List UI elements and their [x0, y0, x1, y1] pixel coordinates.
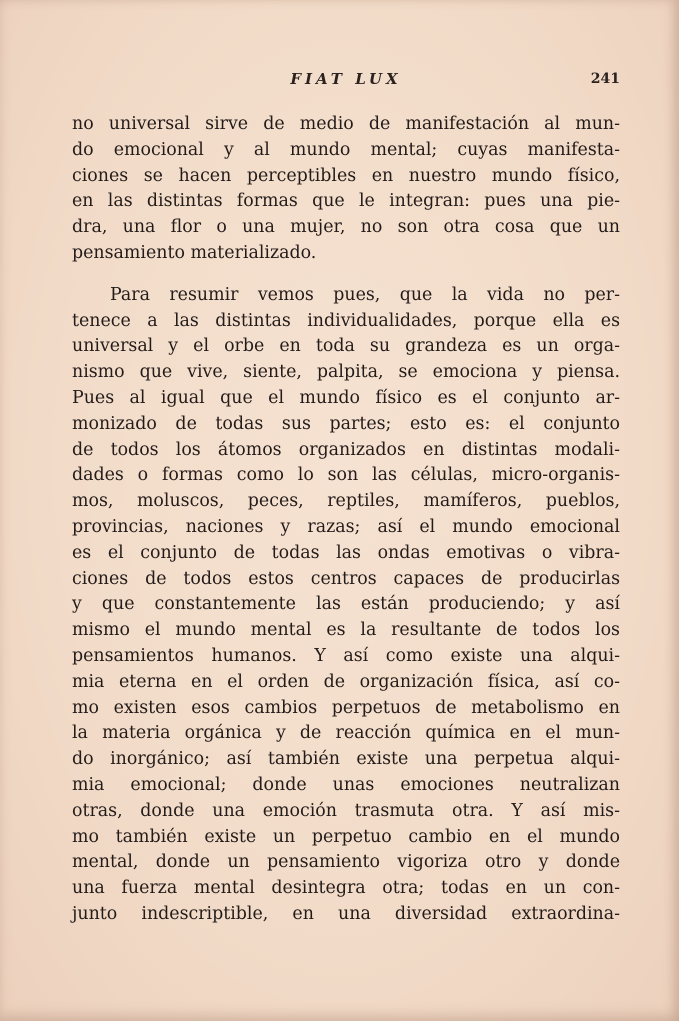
text-line: mia emocional; donde unas emociones neutralizan — [72, 774, 620, 795]
text-line: no universal sirve de medio de manifestación al mun- — [72, 114, 620, 134]
text-line: tenece a las distintas individualidades, porque ella es — [72, 310, 620, 331]
text-line: dra, una flor o una mujer, no son otra cosa que un — [72, 217, 620, 238]
text-line: do emocional y al mundo mental; cuyas manifesta- — [72, 139, 620, 160]
text-line: es el conjunto de todas las ondas emotivas o vibra- — [72, 542, 620, 563]
paragraph-gap — [72, 267, 620, 283]
text-line: pensamiento materializado. — [72, 242, 317, 263]
text-line: do inorgánico; así también existe una perpetua alqui- — [72, 749, 620, 770]
text-line: en las distintas formas que le integran: pues una pie- — [72, 191, 620, 212]
text-line: dades o formas como lo son las células, micro-organis- — [72, 465, 620, 486]
text-line: otras, donde una emoción trasmuta otra. Y así mis- — [72, 800, 620, 821]
paragraph-2 — [72, 283, 620, 928]
paragraph-1 — [72, 112, 620, 267]
text-line: mos, moluscos, peces, reptiles, mamíferos, pueblos, — [72, 491, 620, 512]
page-header — [72, 70, 620, 94]
text-line: provincias, naciones y razas; así el mundo emocional — [72, 516, 620, 537]
text-line: mo también existe un perpetuo cambio en el mundo — [72, 826, 620, 847]
text-line: mo existen esos cambios perpetuos de metabolismo en — [72, 697, 620, 718]
text-line: una fuerza mental desintegra otra; todas en un con- — [72, 878, 620, 899]
running-title: FIAT LUX — [290, 70, 402, 88]
text-line: monizado de todas sus partes; esto es: el conjunto — [72, 413, 620, 434]
text-line: universal y el orbe en toda su grandeza es un orga- — [72, 336, 620, 357]
text-line: Pues al igual que el mundo físico es el conjunto ar- — [72, 387, 620, 408]
text-line: junto indescriptible, en una diversidad extraordina- — [72, 903, 620, 924]
text-line: mismo el mundo mental es la resultante de todos los — [72, 620, 620, 641]
body-text — [72, 112, 620, 928]
text-line: Para resumir vemos pues, que la vida no per- — [110, 284, 620, 305]
text-line: la materia orgánica y de reacción química en el mun- — [72, 723, 620, 744]
text-line: mia eterna en el orden de organización física, así co- — [72, 671, 620, 692]
text-line: mental, donde un pensamiento vigoriza otro y donde — [72, 852, 620, 873]
page-number: 241 — [590, 71, 620, 87]
text-line: ciones de todos estos centros capaces de producirlas — [72, 568, 620, 589]
text-line: ciones se hacen perceptibles en nuestro mundo físico, — [72, 165, 620, 186]
text-line: y que constantemente las están produciendo; y así — [72, 594, 620, 615]
text-line: nismo que vive, siente, palpita, se emociona y piensa. — [72, 362, 620, 383]
text-line: pensamientos humanos. Y así como existe una alqui- — [72, 645, 620, 666]
text-line: de todos los átomos organizados en distintas modali- — [72, 439, 620, 460]
